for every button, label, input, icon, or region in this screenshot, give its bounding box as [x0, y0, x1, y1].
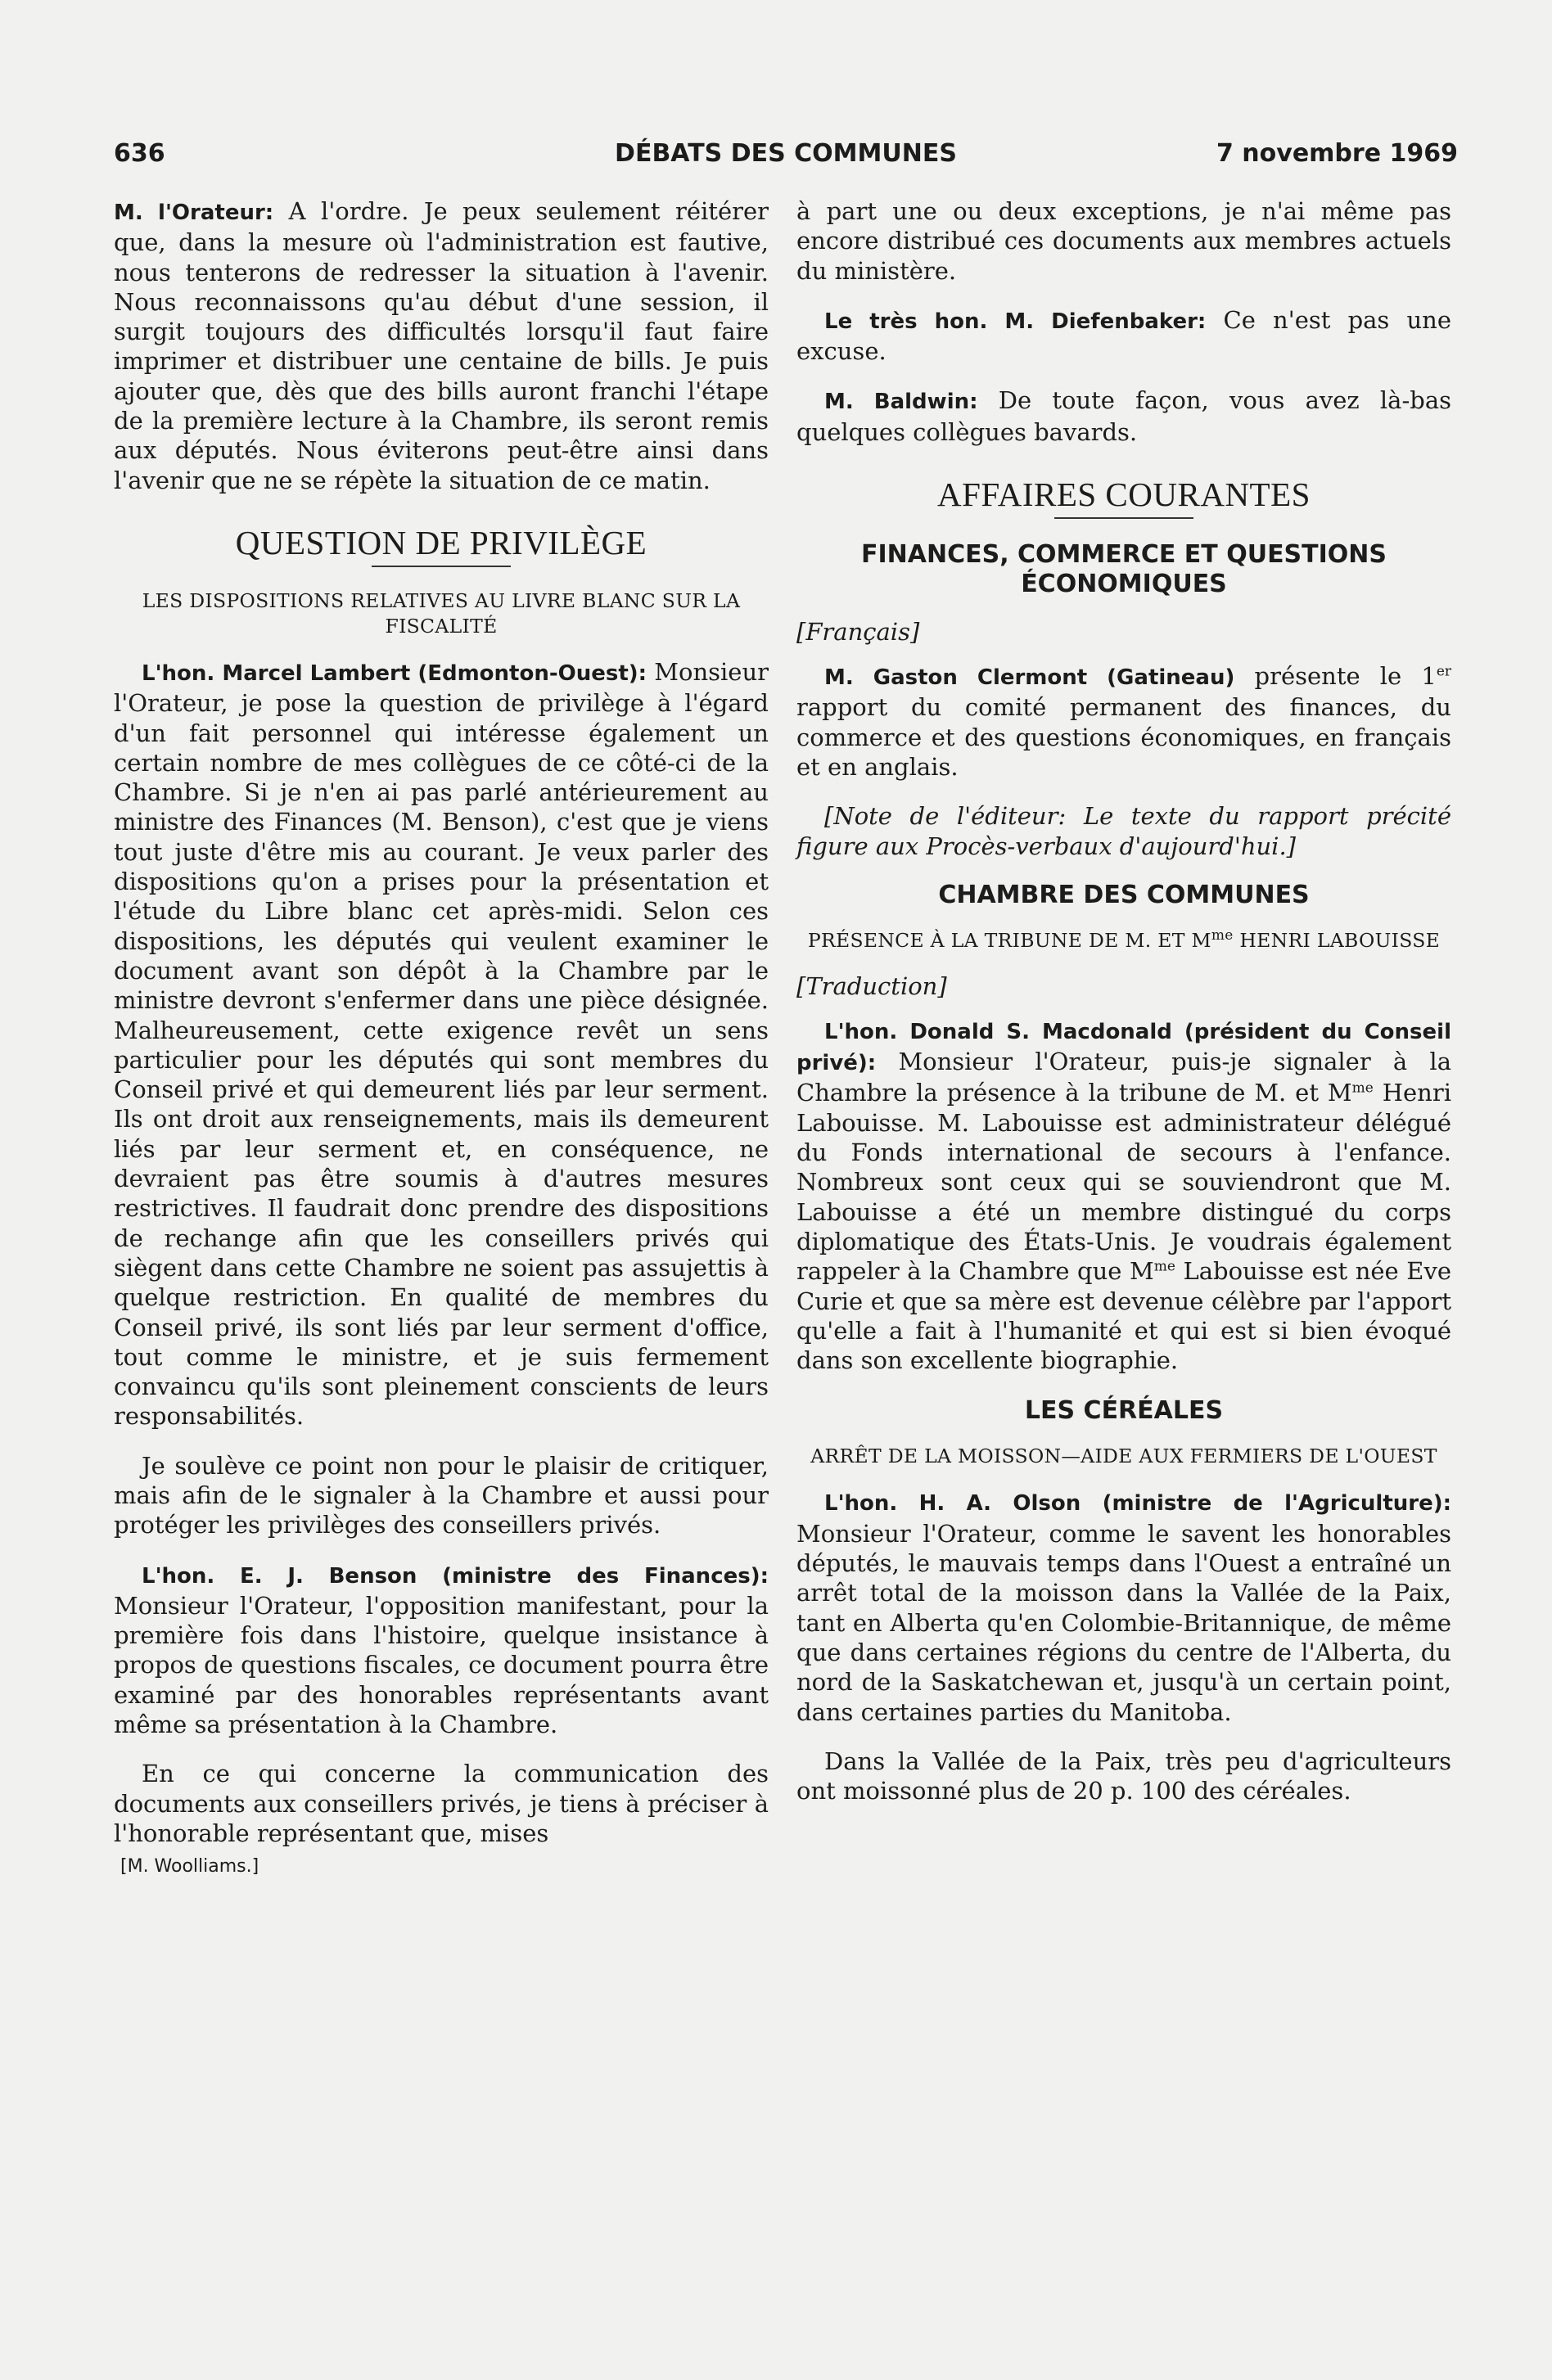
speaker-name: L'hon. Marcel Lambert (Edmonton-Ouest): [142, 660, 647, 686]
speaker-name: L'hon. Donald S. Macdonald (président du Conseil privé): [796, 1019, 1451, 1076]
paragraph: Dans la Vallée de la Paix, très peu d'agriculteurs ont moissonné plus de 20 p. 100 des céréales. [796, 1747, 1451, 1805]
paragraph: Le très hon. M. Diefenbaker: Ce n'est pas une excuse. [796, 305, 1452, 366]
speaker-name: Le très hon. M. Diefenbaker: [824, 309, 1207, 334]
section-title: AFFAIRES COURANTES [937, 476, 1311, 514]
speaker-name: M. l'Orateur: [114, 201, 274, 225]
title-rule [1054, 517, 1193, 519]
running-title: DÉBATS DES COMMUNES [615, 139, 957, 168]
paragraph: En ce qui concerne la communication des documents aux conseillers privés, je tiens à préciser à l'honorable représentant que, mises [114, 1760, 769, 1847]
section-title: LES CÉRÉALES [1024, 1396, 1224, 1426]
language-tag: [Français] [796, 618, 920, 647]
subsection-title: FINANCES, COMMERCE ET QUESTIONS ÉCONOMIQUES [860, 540, 1387, 599]
paragraph: Je soulève ce point non pour le plaisir de critiquer, mais afin de le signaler à la Chambre et aussi pour protéger les privilèges des conseillers privés. [114, 1451, 769, 1539]
speaker-name: L'hon. H. A. Olson (ministre de l'Agriculture): [824, 1491, 1451, 1517]
footer-note: [M. Woolliams.] [120, 1856, 259, 1877]
paragraph: L'hon. Donald S. Macdonald (président du Conseil privé): Monsieur l'Orateur, puis-je signaler à la Chambre la présence à la tribune de M. et $M^{me}$ Henri Labouisse. M. Labouisse est administrateur délégué du Fonds international de secours à l'enfance. Nombreux sont ceux qui se souviendront que M. Labouisse a été un membre distingué du corps diplomatique des États-Unis. Je voudrais également rappeler à la Chambre que $M^{me}$ Labouisse est née Eve Curie et que sa mère est devenue célèbre par l'apport qu'elle a fait à l'humanité et qui est si bien évoqué dans son excellente biographie. [796, 1019, 1451, 1375]
page-number: 636 [114, 139, 165, 168]
paragraph: L'hon. H. A. Olson (ministre de l'Agriculture): Monsieur l'Orateur, comme le savent les honorables députés, le mauvais temps dans l'Ouest a entraîné un arrêt total de la moisson dans la Vallée de la Paix, tant en Alberta qu'en Colombie-Britannique, de même que dans certaines régions du centre de l'Alberta, du nord de la Saskatchewan et, jusqu'à un certain point, dans certaines parties du Manitoba. [796, 1491, 1451, 1726]
subsection-title: PRÉSENCE À LA TRIBUNE DE M. ET $M^{me}$ HENRI LABOUISSE [807, 927, 1441, 952]
page-header [114, 139, 1458, 172]
section-title: QUESTION DE PRIVILÈGE [235, 523, 647, 561]
page-date: 7 novembre 1969 [1216, 139, 1458, 168]
speaker-name: M. Gaston Clermont (Gatineau) [824, 665, 1235, 691]
subsection-title: LES DISPOSITIONS RELATIVES AU LIVRE BLANC SUR LA FISCALITÉ [142, 588, 741, 638]
paragraph: L'hon. E. J. Benson (ministre des Finances): Monsieur l'Orateur, l'opposition manifestant, pour la première fois dans l'histoire, quelque insistance à propos de questions fiscales, ce document pourra être examiné par des honorables représentants avant même sa présentation à la Chambre. [114, 1563, 769, 1739]
paragraph: M. l'Orateur: A l'ordre. Je peux seulement réitérer que, dans la mesure où l'administration est fautive, nous tenterons de redresser la situation à l'avenir. Nous reconnaissons qu'au début d'une session, il surgit toujours des difficultés lorsqu'il faut faire imprimer et distribuer une centaine de bills. Je puis ajouter que, dès que des bills auront franchi l'étape de la première lecture à la Chambre, ils seront remis aux députés. Nous éviterons peut-être ainsi dans l'avenir que ne se répète la situation de ce matin. [114, 197, 769, 494]
paragraph: L'hon. Marcel Lambert (Edmonton-Ouest): Monsieur l'Orateur, je pose la question de privilège à l'égard d'un fait personnel qui intéresse également un certain nombre de mes collègues de ce côté-ci de la Chambre. Si je n'en ai pas parlé antérieurement au ministre des Finances (M. Benson), c'est que je viens tout juste d'être mis au courant. Je veux parler des dispositions qu'on a prises pour la présentation et l'étude du Libre blanc cet après-midi. Selon ces dispositions, les députés qui veulent examiner le document avant son dépôt à la Chambre par le ministre devront s'enfermer dans une pièce désignée. Malheureusement, cette exigence revêt un sens particulier pour les députés qui sont membres du Conseil privé et qui demeurent liés par leur serment. Ils ont droit aux renseignements, mais ils demeurent liés par leur serment et, en conséquence, ne devraient pas être soumis à d'autres mesures restrictives. Il faudrait donc prendre des dispositions de rechange afin que les conseillers privés qui siègent dans cette Chambre ne soient pas assujettis à quelque restriction. En qualité de membres du Conseil privé, ils sont liés par leur serment d'office, tout comme le ministre, et je suis fermement convaincu qu'ils sont pleinement conscients de leurs responsabilités. [114, 657, 769, 1431]
title-rule [372, 566, 511, 567]
speaker-name: L'hon. E. J. Benson (ministre des Finances): [142, 1563, 769, 1589]
paragraph: M. Gaston Clermont (Gatineau) présente le 1er rapport du comité permanent des finances, du commerce et des questions économiques, en français et en anglais. [796, 662, 1451, 781]
section-title: CHAMBRE DES COMMUNES [938, 880, 1310, 909]
paragraph: M. Baldwin: De toute façon, vous avez là-bas quelques collègues bavards. [796, 386, 1451, 446]
language-tag: [Traduction] [796, 971, 947, 1000]
speaker-name: M. Baldwin: [824, 390, 978, 415]
paragraph: à part une ou deux exceptions, je n'ai même pas encore distribué ces documents aux membres actuels du ministère. [796, 197, 1451, 285]
editor-note: [Note de l'éditeur: Le texte du rapport précité figure aux Procès-verbaux d'aujourd'hui.] [796, 802, 1451, 860]
left-column [114, 196, 769, 1877]
right-column [796, 196, 1451, 1825]
subsection-title: ARRÊT DE LA MOISSON—AIDE AUX FERMIERS DE L'OUEST [810, 1445, 1437, 1468]
